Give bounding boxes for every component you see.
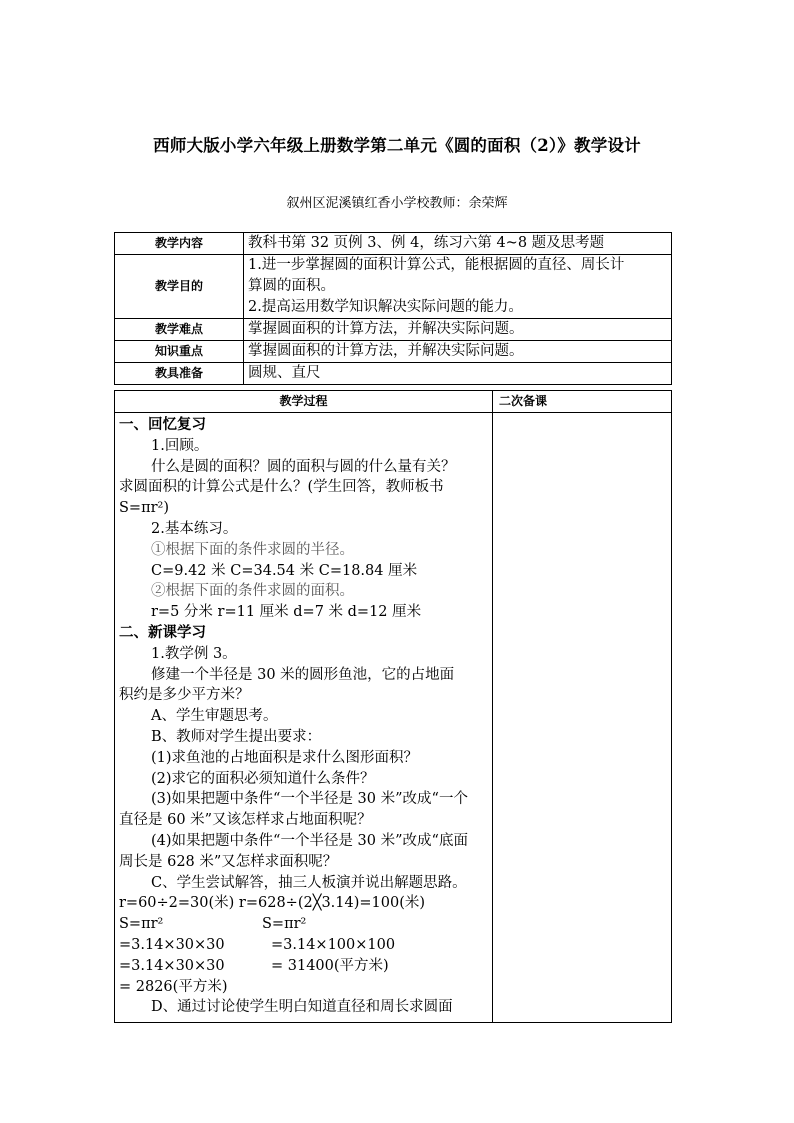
info-row-goals [115,255,672,319]
author-line: 叙州区泥溪镇红香小学校教师：余荣辉 [286,196,508,211]
info-label: 教学内容 [115,233,244,255]
text-line: 1.教学例 3。 [151,645,237,662]
text-line: 求圆面积的计算公式是什么？(学生回答，教师板书 [119,479,444,496]
info-label: 教学难点 [115,319,244,341]
text-line: (2)求它的面积必须知道什么条件？ [151,770,375,787]
text-line: 修建一个半径是 30 米的圆形鱼池，它的占地面 [151,666,455,683]
text-line: r=5 分米 r=11 厘米 d=7 米 d=12 厘米 [151,604,422,621]
text-line: 直径是 60 米”又该怎样求占地面积呢？ [119,812,372,829]
info-value: 教科书第 32 页例 3、例 4，练习六第 4~8 题及思考题 [244,233,672,255]
info-row-difficulty [115,319,672,341]
calc-line [119,935,488,956]
goal-line: 2.提高运用数学知识解决实际问题的能力。 [248,299,523,315]
goal-line: 1.进一步掌握圆的面积计算公式，能根据圆的直径、周长计 [248,257,625,273]
calc-right: =3.14×100×100 [271,936,396,953]
text-line: (4)如果把题中条件“一个半径是 30 米”改成“底面 [151,832,468,849]
teaching-process-table [114,390,672,1023]
info-row-tools [115,363,672,385]
text-line: 2.基本练习。 [151,520,238,537]
info-value: 掌握圆面积的计算方法，并解决实际问题。 [244,319,672,341]
section-heading: 一、回忆复习 [119,416,206,433]
text-line: 积约是多少平方米？ [119,687,250,704]
info-label: 教具准备 [115,363,244,385]
text-line: (3)如果把题中条件“一个半径是 30 米”改成“一个 [151,791,468,808]
info-label: 教学目的 [115,255,244,319]
calc-left: =3.14×30×30 [119,936,225,953]
info-row-content [115,233,672,255]
calc-left: =3.14×30×30 [119,957,225,974]
goal-line: 算圆的面积。 [248,278,335,294]
text-line: A、学生审题思考。 [151,708,278,725]
second-prep-header: 二次备课 [493,391,672,413]
text-line: B、教师对学生提出要求： [151,728,322,745]
text-line: C、学生尝试解答，抽三人板演并说出解题思路。 [151,874,467,891]
calc-line [119,956,488,977]
process-body [115,413,493,1023]
text-line: 什么是圆的面积？圆的面积与圆的什么量有关？ [151,458,456,475]
info-label: 知识重点 [115,341,244,363]
text-line: 1.回顾。 [151,437,209,454]
text-line: ②根据下面的条件求圆的面积。 [151,583,354,600]
calc-right: S=πr² [262,916,307,933]
calc-line: r=60÷2=30(米) r=628÷(2╳3.14)=100(米) [119,895,426,912]
info-value: 圆规、直尺 [244,363,672,385]
calc-left: S=πr² [119,916,164,933]
lesson-info-table [114,232,672,385]
document-title: 西师大版小学六年级上册数学第二单元《圆的面积（2）》教学设计 [153,136,641,155]
info-value: 掌握圆面积的计算方法，并解决实际问题。 [244,341,672,363]
info-value [244,255,672,319]
calc-line [119,914,488,935]
text-line: D、通过讨论使学生明白知道直径和周长求圆面 [151,999,453,1016]
process-header: 教学过程 [115,391,493,413]
text-line: C=9.42 米 C=34.54 米 C=18.84 厘米 [151,562,418,579]
calc-line: = 2826(平方米) [119,978,228,995]
text-line: 周长是 628 米”又怎样求面积呢？ [119,853,338,870]
info-row-focus [115,341,672,363]
text-line: S=πr²) [119,500,170,517]
text-line: (1)求鱼池的占地面积是求什么图形面积？ [151,749,419,766]
calc-right: = 31400(平方米) [271,957,389,974]
second-prep-column [493,413,672,1023]
section-heading: 二、新课学习 [119,623,206,641]
text-line: ①根据下面的条件求圆的半径。 [151,541,354,558]
